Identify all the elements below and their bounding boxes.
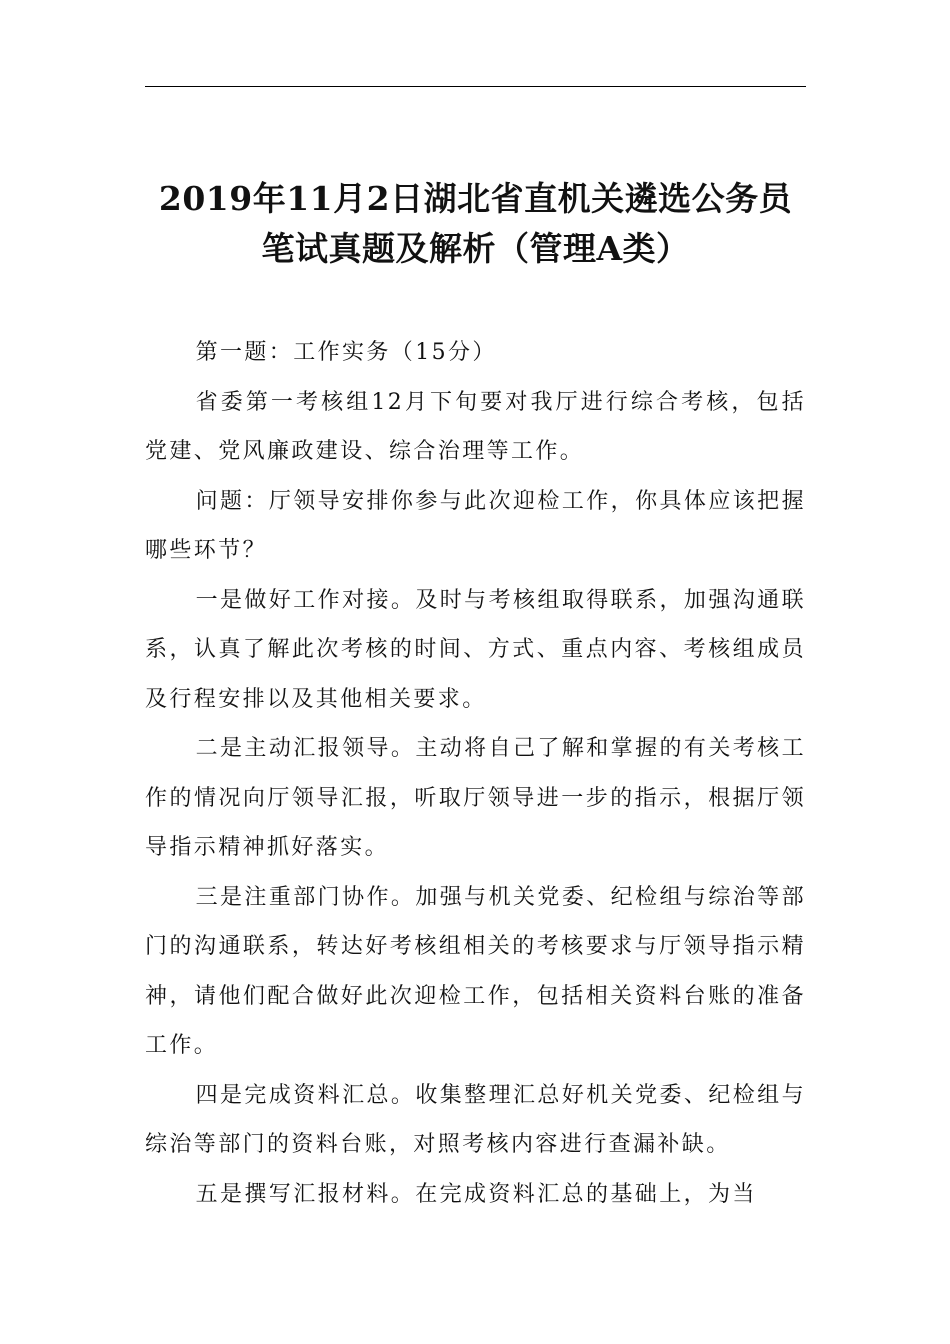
title-line-2: 笔试真题及解析（管理A类）: [261, 229, 690, 268]
question-paragraph: 问题：厅领导安排你参与此次迎检工作，你具体应该把握哪些环节？: [145, 488, 806, 563]
paragraph: 五是撰写汇报材料。在完成资料汇总的基础上，为当: [195, 1181, 757, 1207]
paragraph: 省委第一考核组12月下旬要对我厅进行综合考核，包括党建、党风廉政建设、综合治理等工作。: [145, 389, 806, 464]
title-line-1: 2019年11月2日湖北省直机关遴选公务员: [158, 179, 793, 218]
document-title: [145, 174, 806, 274]
paragraph: 四是完成资料汇总。收集整理汇总好机关党委、纪检组与综治等部门的资料台账，对照考核内容进行查漏补缺。: [145, 1082, 806, 1157]
header-rule: [145, 86, 806, 87]
paragraph: 二是主动汇报领导。主动将自己了解和掌握的有关考核工作的情况向厅领导汇报，听取厅领导进一步的指示，根据厅领导指示精神抓好落实。: [145, 736, 806, 860]
paragraph: 一是做好工作对接。及时与考核组取得联系，加强沟通联系，认真了解此次考核的时间、方式、重点内容、考核组成员及行程安排以及其他相关要求。: [145, 587, 806, 712]
paragraph: 三是注重部门协作。加强与机关党委、纪检组与综治等部门的沟通联系，转达好考核组相关的考核要求与厅领导指示精神，请他们配合做好此次迎检工作，包括相关资料台账的准备工作。: [145, 884, 806, 1058]
section-heading: 第一题：工作实务（15分）: [195, 340, 497, 365]
document-body: [145, 328, 806, 1219]
